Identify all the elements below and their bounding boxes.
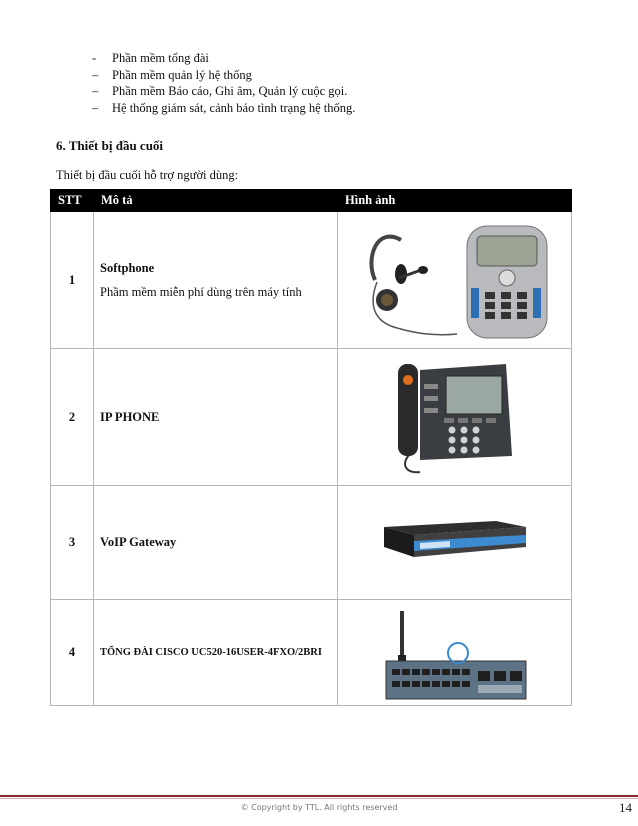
section-title: 6. Thiết bị đầu cuối [56,138,164,153]
row-image [338,212,572,349]
voip-gateway-image [380,513,530,573]
devices-table [50,189,572,706]
list-item: – Hệ thống giám sát, cảnh báo tình trạng hệ thống. [92,100,356,115]
list-item: – Phần mềm Báo cáo, Ghi âm, Quản lý cuộc gọi. [92,84,348,98]
device-name: TỔNG ĐÀI CISCO UC520-16USER-4FXO/2BRI [100,647,322,658]
device-name: IP PHONE [100,409,160,424]
section-intro: Thiết bị đầu cuối hỗ trợ người dùng: [56,168,239,182]
row-desc [94,212,338,349]
feature-list [92,50,355,116]
row-stt: 2 [51,349,94,486]
row-desc [94,349,338,486]
table-row [51,349,572,486]
header-desc: Mô tả [94,190,338,212]
device-name: VoIP Gateway [100,535,177,549]
device-name: Softphone [100,260,155,275]
list-item: – Phần mềm quản lý hệ thống [92,67,252,82]
table-header-row [51,190,572,212]
footer-divider [0,795,638,797]
row-image [338,486,572,600]
row-image [338,600,572,706]
list-item: - Phần mềm tổng đài [92,51,209,65]
footer-divider-secondary [0,798,638,799]
row-desc [94,486,338,600]
table-row [51,212,572,349]
softphone-headset-image [357,218,553,342]
row-stt: 4 [51,600,94,706]
row-stt: 1 [51,212,94,349]
row-stt: 3 [51,486,94,600]
header-stt: STT [51,190,94,212]
row-desc [94,600,338,706]
cisco-uc520-image [380,605,530,701]
copyright-text: © Copyright by TTL. All rights reserved [240,803,398,812]
page-number: 14 [619,800,632,815]
device-description: Phầm mềm miễn phí dùng trên máy tính [100,284,302,299]
header-image: Hình ảnh [338,190,572,212]
table-row [51,486,572,600]
table-row [51,600,572,706]
ip-phone-image [380,356,530,478]
row-image [338,349,572,486]
